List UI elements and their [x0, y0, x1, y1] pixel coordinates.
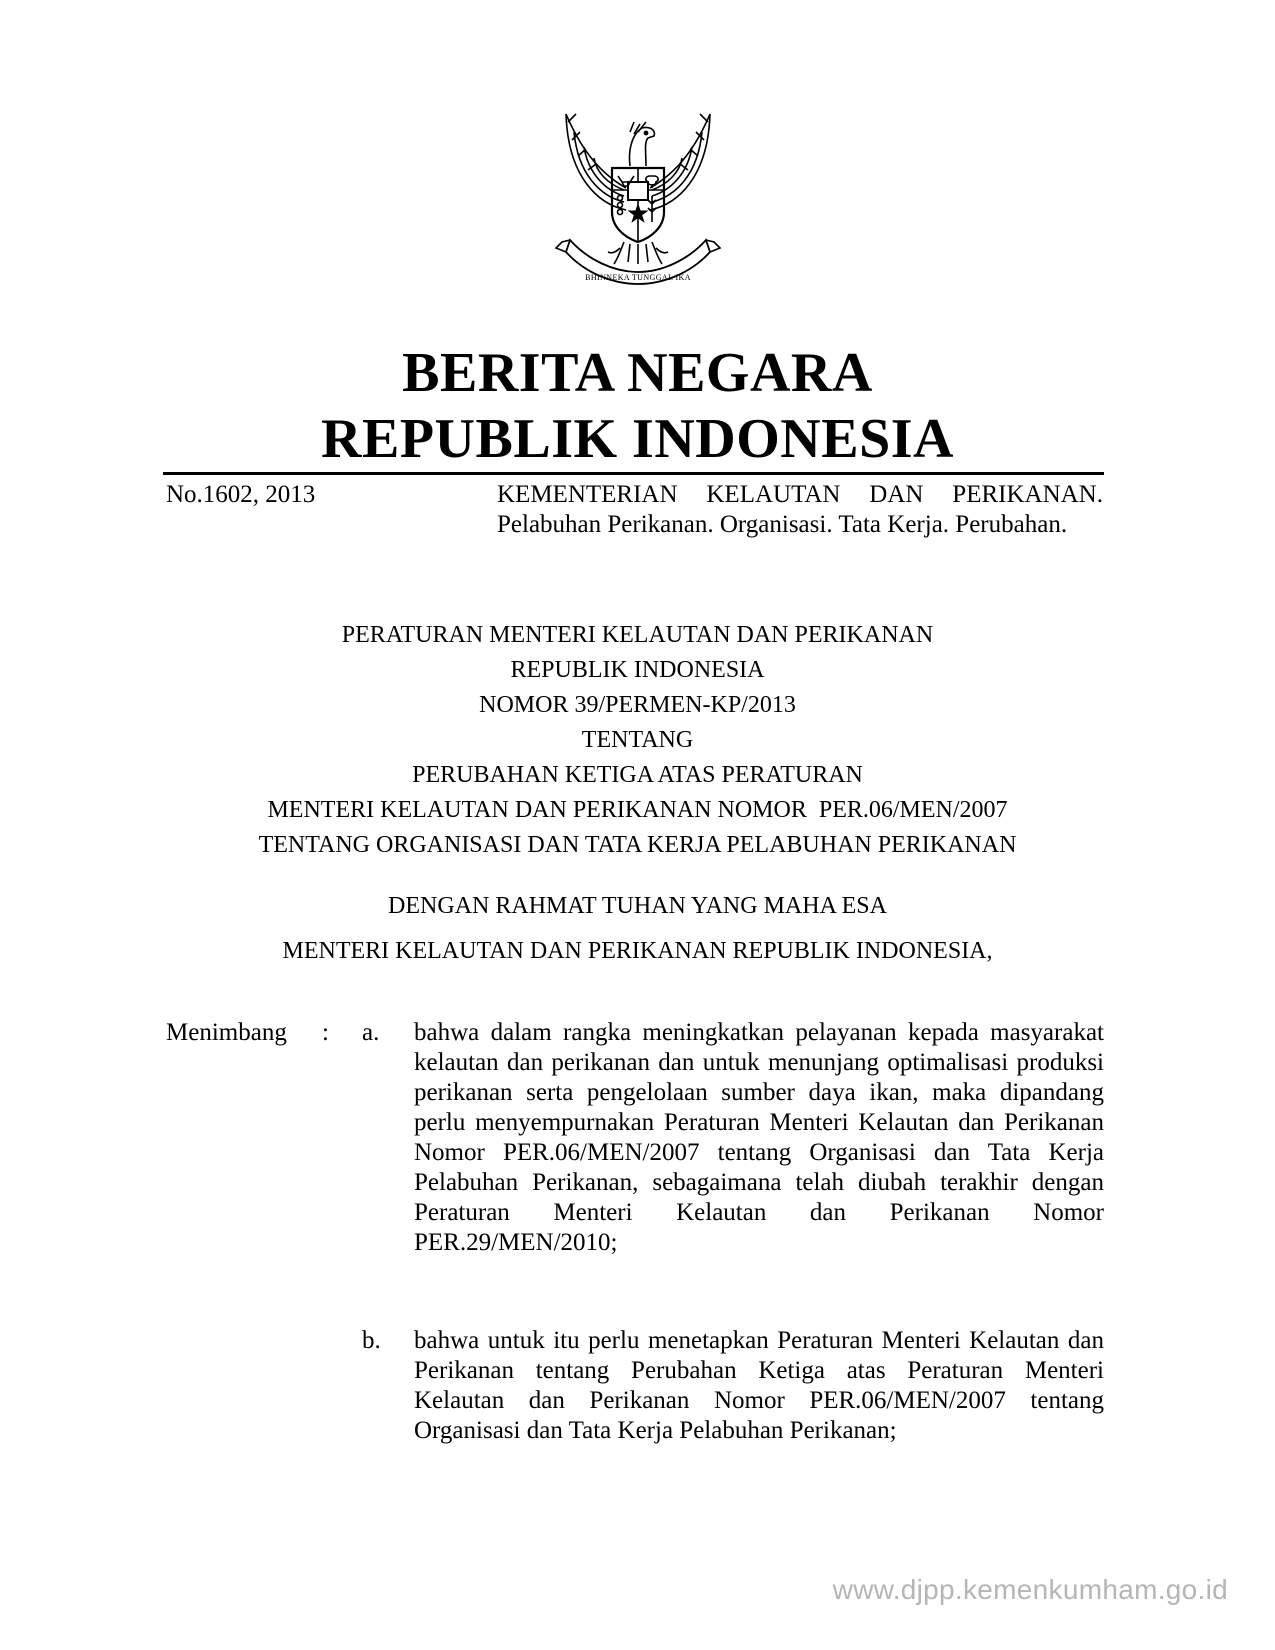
- garuda-emblem-icon: [538, 92, 738, 292]
- regulation-heading-line: TENTANG ORGANISASI DAN TATA KERJA PELABUHAN PERIKANAN: [258, 832, 1017, 858]
- consideration-b-text: bahwa untuk itu perlu menetapkan Peraturan Menteri Kelautan dan Perikanan tentang Perubahan Ketiga atas Peraturan Menteri Kelautan dan Perikanan Nomor PER.06/MEN/2007 tentang Organisasi dan Tata Kerja Pelabuhan Perikanan;: [414, 1327, 1104, 1444]
- consideration-b-letter: b.: [362, 1327, 381, 1354]
- gazette-topic: KEMENTERIAN KELAUTAN DAN PERIKANAN. Pelabuhan Perikanan. Organisasi. Tata Kerja. Perubahan.: [497, 481, 1103, 538]
- emblem-motto: BHINNEKA TUNGGAL IKA: [585, 273, 691, 282]
- menimbang-colon: :: [322, 1019, 329, 1046]
- gazette-title-line2: REPUBLIK INDONESIA: [321, 408, 954, 470]
- regulation-heading-line: TENTANG: [581, 727, 694, 753]
- gazette-title-line1: BERITA NEGARA: [402, 342, 873, 404]
- regulation-heading: [0, 618, 1275, 863]
- regulation-heading-line: PERUBAHAN KETIGA ATAS PERATURAN: [412, 762, 863, 788]
- source-watermark: www.djpp.kemenkumham.go.id: [832, 1574, 1228, 1605]
- consideration-a-letter: a.: [362, 1019, 380, 1046]
- opening-line-minister: MENTERI KELAUTAN DAN PERIKANAN REPUBLIK INDONESIA,: [282, 938, 993, 964]
- regulation-heading-line: NOMOR 39/PERMEN-KP/2013: [479, 692, 796, 718]
- regulation-heading-line: MENTERI KELAUTAN DAN PERIKANAN NOMOR PER.06/MEN/2007: [267, 797, 1008, 823]
- opening-formula: [0, 884, 1275, 974]
- consideration-a-text: bahwa dalam rangka meningkatkan pelayanan kepada masyarakat kelautan dan perikanan dan untuk menunjang optimalisasi produksi perikanan serta pengelolaan sumber daya ikan, maka dipandang perlu menyempurnakan Peraturan Menteri Kelautan dan Perikanan Nomor PER.06/MEN/2007 tentang Organisasi dan Tata Kerja Pelabuhan Perikanan, sebagaimana telah diubah terakhir dengan Peraturan Menteri Kelautan dan Perikanan Nomor PER.29/MEN/2010;: [414, 1019, 1104, 1256]
- gazette-number: No.1602, 2013: [166, 481, 316, 508]
- opening-line-divine: DENGAN RAHMAT TUHAN YANG MAHA ESA: [388, 893, 887, 919]
- menimbang-label: Menimbang: [166, 1019, 287, 1046]
- header-divider: [163, 472, 1104, 475]
- regulation-heading-line: REPUBLIK INDONESIA: [510, 657, 765, 683]
- regulation-heading-line: PERATURAN MENTERI KELAUTAN DAN PERIKANAN: [341, 622, 934, 648]
